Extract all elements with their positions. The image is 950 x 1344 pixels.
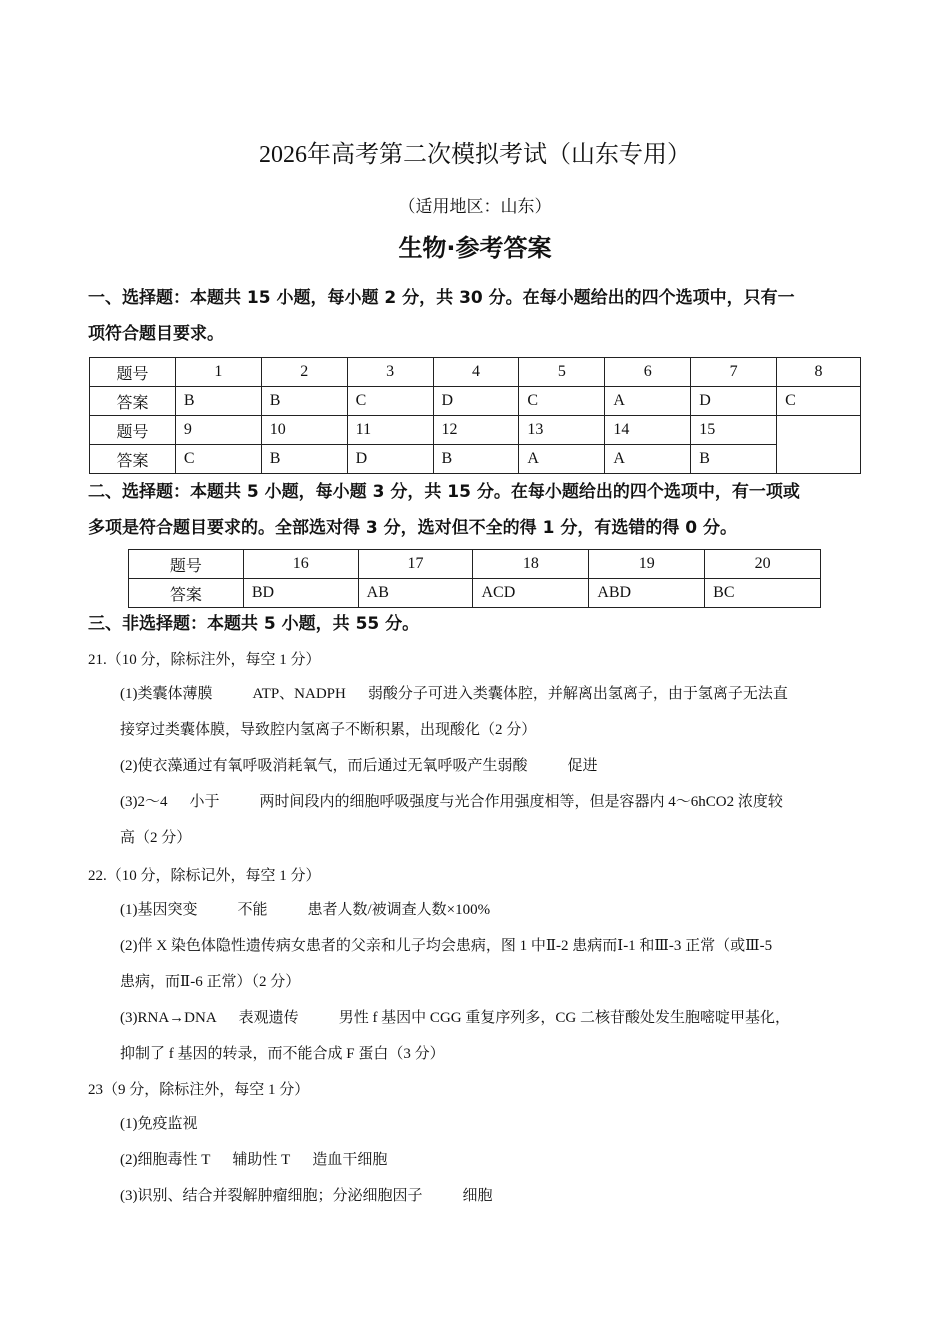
answer-cell: B <box>691 445 777 474</box>
row-label: 答案 <box>90 387 176 416</box>
page-title: 2026年高考第二次模拟考试（山东专用） <box>259 142 691 168</box>
answer-cell: BD <box>243 579 358 608</box>
section3-instructions: 三、非选择题：本题共 5 小题，共 55 分。 <box>88 614 420 634</box>
q21-part3-cont: 高（2 分） <box>120 830 192 846</box>
q22-heading: 22.（10 分，除标记外，每空 1 分） <box>88 868 321 884</box>
section2-instructions <box>88 474 868 546</box>
question-number: 14 <box>605 416 691 445</box>
question-number: 2 <box>261 358 347 387</box>
region-note: （适用地区：山东） <box>398 197 552 216</box>
question-number: 15 <box>691 416 777 445</box>
empty-cell <box>777 416 861 474</box>
question-number: 3 <box>347 358 433 387</box>
question-number: 12 <box>433 416 519 445</box>
section1-line1: 一、选择题：本题共 15 小题，每小题 2 分，共 30 分。在每小题给出的四个选项中，只有一 <box>88 288 795 308</box>
question-number: 7 <box>691 358 777 387</box>
q23-answer <box>120 1106 865 1214</box>
q23-heading: 23（9 分，除标注外，每空 1 分） <box>88 1082 310 1098</box>
section2-line1: 二、选择题：本题共 5 小题，每小题 3 分，共 15 分。在每小题给出的四个选项中，有一项或 <box>88 482 800 502</box>
section2-line2: 多项是符合题目要求的。全部选对得 3 分，选对但不全的得 1 分，有选错的得 0 分。 <box>88 518 737 538</box>
question-number: 4 <box>433 358 519 387</box>
q21-part1-cont: 接穿过类囊体膜，导致腔内氢离子不断积累，出现酸化（2 分） <box>120 722 537 738</box>
row-label: 答案 <box>90 445 176 474</box>
table-row <box>129 550 821 579</box>
answer-cell: ABD <box>589 579 705 608</box>
question-number: 11 <box>347 416 433 445</box>
answer-cell: B <box>433 445 519 474</box>
question-number: 19 <box>589 550 705 579</box>
question-number: 16 <box>243 550 358 579</box>
row-label: 答案 <box>129 579 244 608</box>
q23-part1: (1)免疫监视 <box>120 1116 198 1132</box>
answer-cell: B <box>261 445 347 474</box>
q22-part2: (2)伴 X 染色体隐性遗传病女患者的父亲和儿子均会患病，图 1 中Ⅱ-2 患病而Ⅰ-1 和Ⅲ-3 正常（或Ⅲ-5 <box>120 938 773 954</box>
answer-cell: C <box>777 387 861 416</box>
answer-blank: (3)RNA→DNA <box>120 1010 217 1026</box>
q22-part3 <box>120 1000 865 1036</box>
row-label: 题号 <box>90 358 176 387</box>
answer-blank: (3)识别、结合并裂解肿瘤细胞；分泌细胞因子 <box>120 1188 423 1204</box>
q21-part3 <box>120 784 865 820</box>
answer-blank: 不能 <box>237 902 268 918</box>
answer-blank: (1)基因突变 <box>120 902 198 918</box>
answer-table-2 <box>128 549 821 608</box>
question-number: 6 <box>605 358 691 387</box>
question-number: 5 <box>519 358 605 387</box>
answer-blank: 患者人数/被调查人数×100% <box>307 902 491 918</box>
answer-cell: A <box>605 445 691 474</box>
table-row <box>90 358 861 387</box>
answer-cell: D <box>347 445 433 474</box>
q21-heading: 21.（10 分，除标注外，每空 1 分） <box>88 652 321 668</box>
q22-part1 <box>120 892 865 928</box>
answer-cell: D <box>691 387 777 416</box>
answer-blank: 辅助性 T <box>232 1152 291 1168</box>
question-number: 8 <box>777 358 861 387</box>
subject-title: 生物·参考答案 <box>398 234 552 262</box>
answer-blank: 表观遗传 <box>238 1010 299 1026</box>
table-row <box>90 445 861 474</box>
q22-part2-cont: 患病，而Ⅱ-6 正常）（2 分） <box>120 974 301 990</box>
answer-blank: 两时间段内的细胞呼吸强度与光合作用强度相等，但是容器内 4～6hCO2 浓度较 <box>259 794 783 810</box>
answer-blank: ATP、NADPH <box>252 686 346 702</box>
question-number: 20 <box>705 550 821 579</box>
question-number: 10 <box>261 416 347 445</box>
section1-line2: 项符合题目要求。 <box>88 324 224 344</box>
answer-cell: C <box>175 445 261 474</box>
q21-part1 <box>120 676 865 712</box>
q21-part2 <box>120 748 865 784</box>
row-label: 题号 <box>90 416 176 445</box>
row-label: 题号 <box>129 550 244 579</box>
answer-blank: 男性 f 基因中 CGG 重复序列多，CG 二核苷酸处发生胞嘧啶甲基化， <box>338 1010 790 1026</box>
q22-answer <box>120 892 865 1072</box>
answer-blank: 小于 <box>189 794 220 810</box>
section1-instructions <box>88 280 868 352</box>
question-number: 13 <box>519 416 605 445</box>
answer-blank: (1)类囊体薄膜 <box>120 686 213 702</box>
answer-blank: 造血干细胞 <box>312 1152 388 1168</box>
question-number: 9 <box>175 416 261 445</box>
answer-blank: 细胞 <box>462 1188 493 1204</box>
table-row <box>90 387 861 416</box>
answer-cell: D <box>433 387 519 416</box>
answer-cell: AB <box>358 579 473 608</box>
answer-cell: ACD <box>473 579 589 608</box>
q22-part3-cont: 抑制了 f 基因的转录，而不能合成 F 蛋白（3 分） <box>120 1046 445 1062</box>
question-number: 17 <box>358 550 473 579</box>
answer-cell: C <box>519 387 605 416</box>
answer-blank: (2)细胞毒性 T <box>120 1152 211 1168</box>
q23-part2 <box>120 1142 865 1178</box>
answer-cell: B <box>175 387 261 416</box>
answer-blank: (3)2～4 <box>120 794 168 810</box>
answer-blank: 弱酸分子可进入类囊体腔，并解离出氢离子，由于氢离子无法直 <box>367 686 788 702</box>
answer-cell: A <box>519 445 605 474</box>
answer-cell: C <box>347 387 433 416</box>
question-number: 1 <box>175 358 261 387</box>
answer-cell: BC <box>705 579 821 608</box>
answer-table-1 <box>89 357 861 474</box>
question-number: 18 <box>473 550 589 579</box>
answer-cell: B <box>261 387 347 416</box>
q21-answer <box>120 676 865 856</box>
table-row <box>90 416 861 445</box>
answer-blank: (2)使衣藻通过有氧呼吸消耗氧气，而后通过无氧呼吸产生弱酸 <box>120 758 528 774</box>
answer-blank: 促进 <box>567 758 598 774</box>
answer-cell: A <box>605 387 691 416</box>
table-row <box>129 579 821 608</box>
q23-part3 <box>120 1178 865 1214</box>
